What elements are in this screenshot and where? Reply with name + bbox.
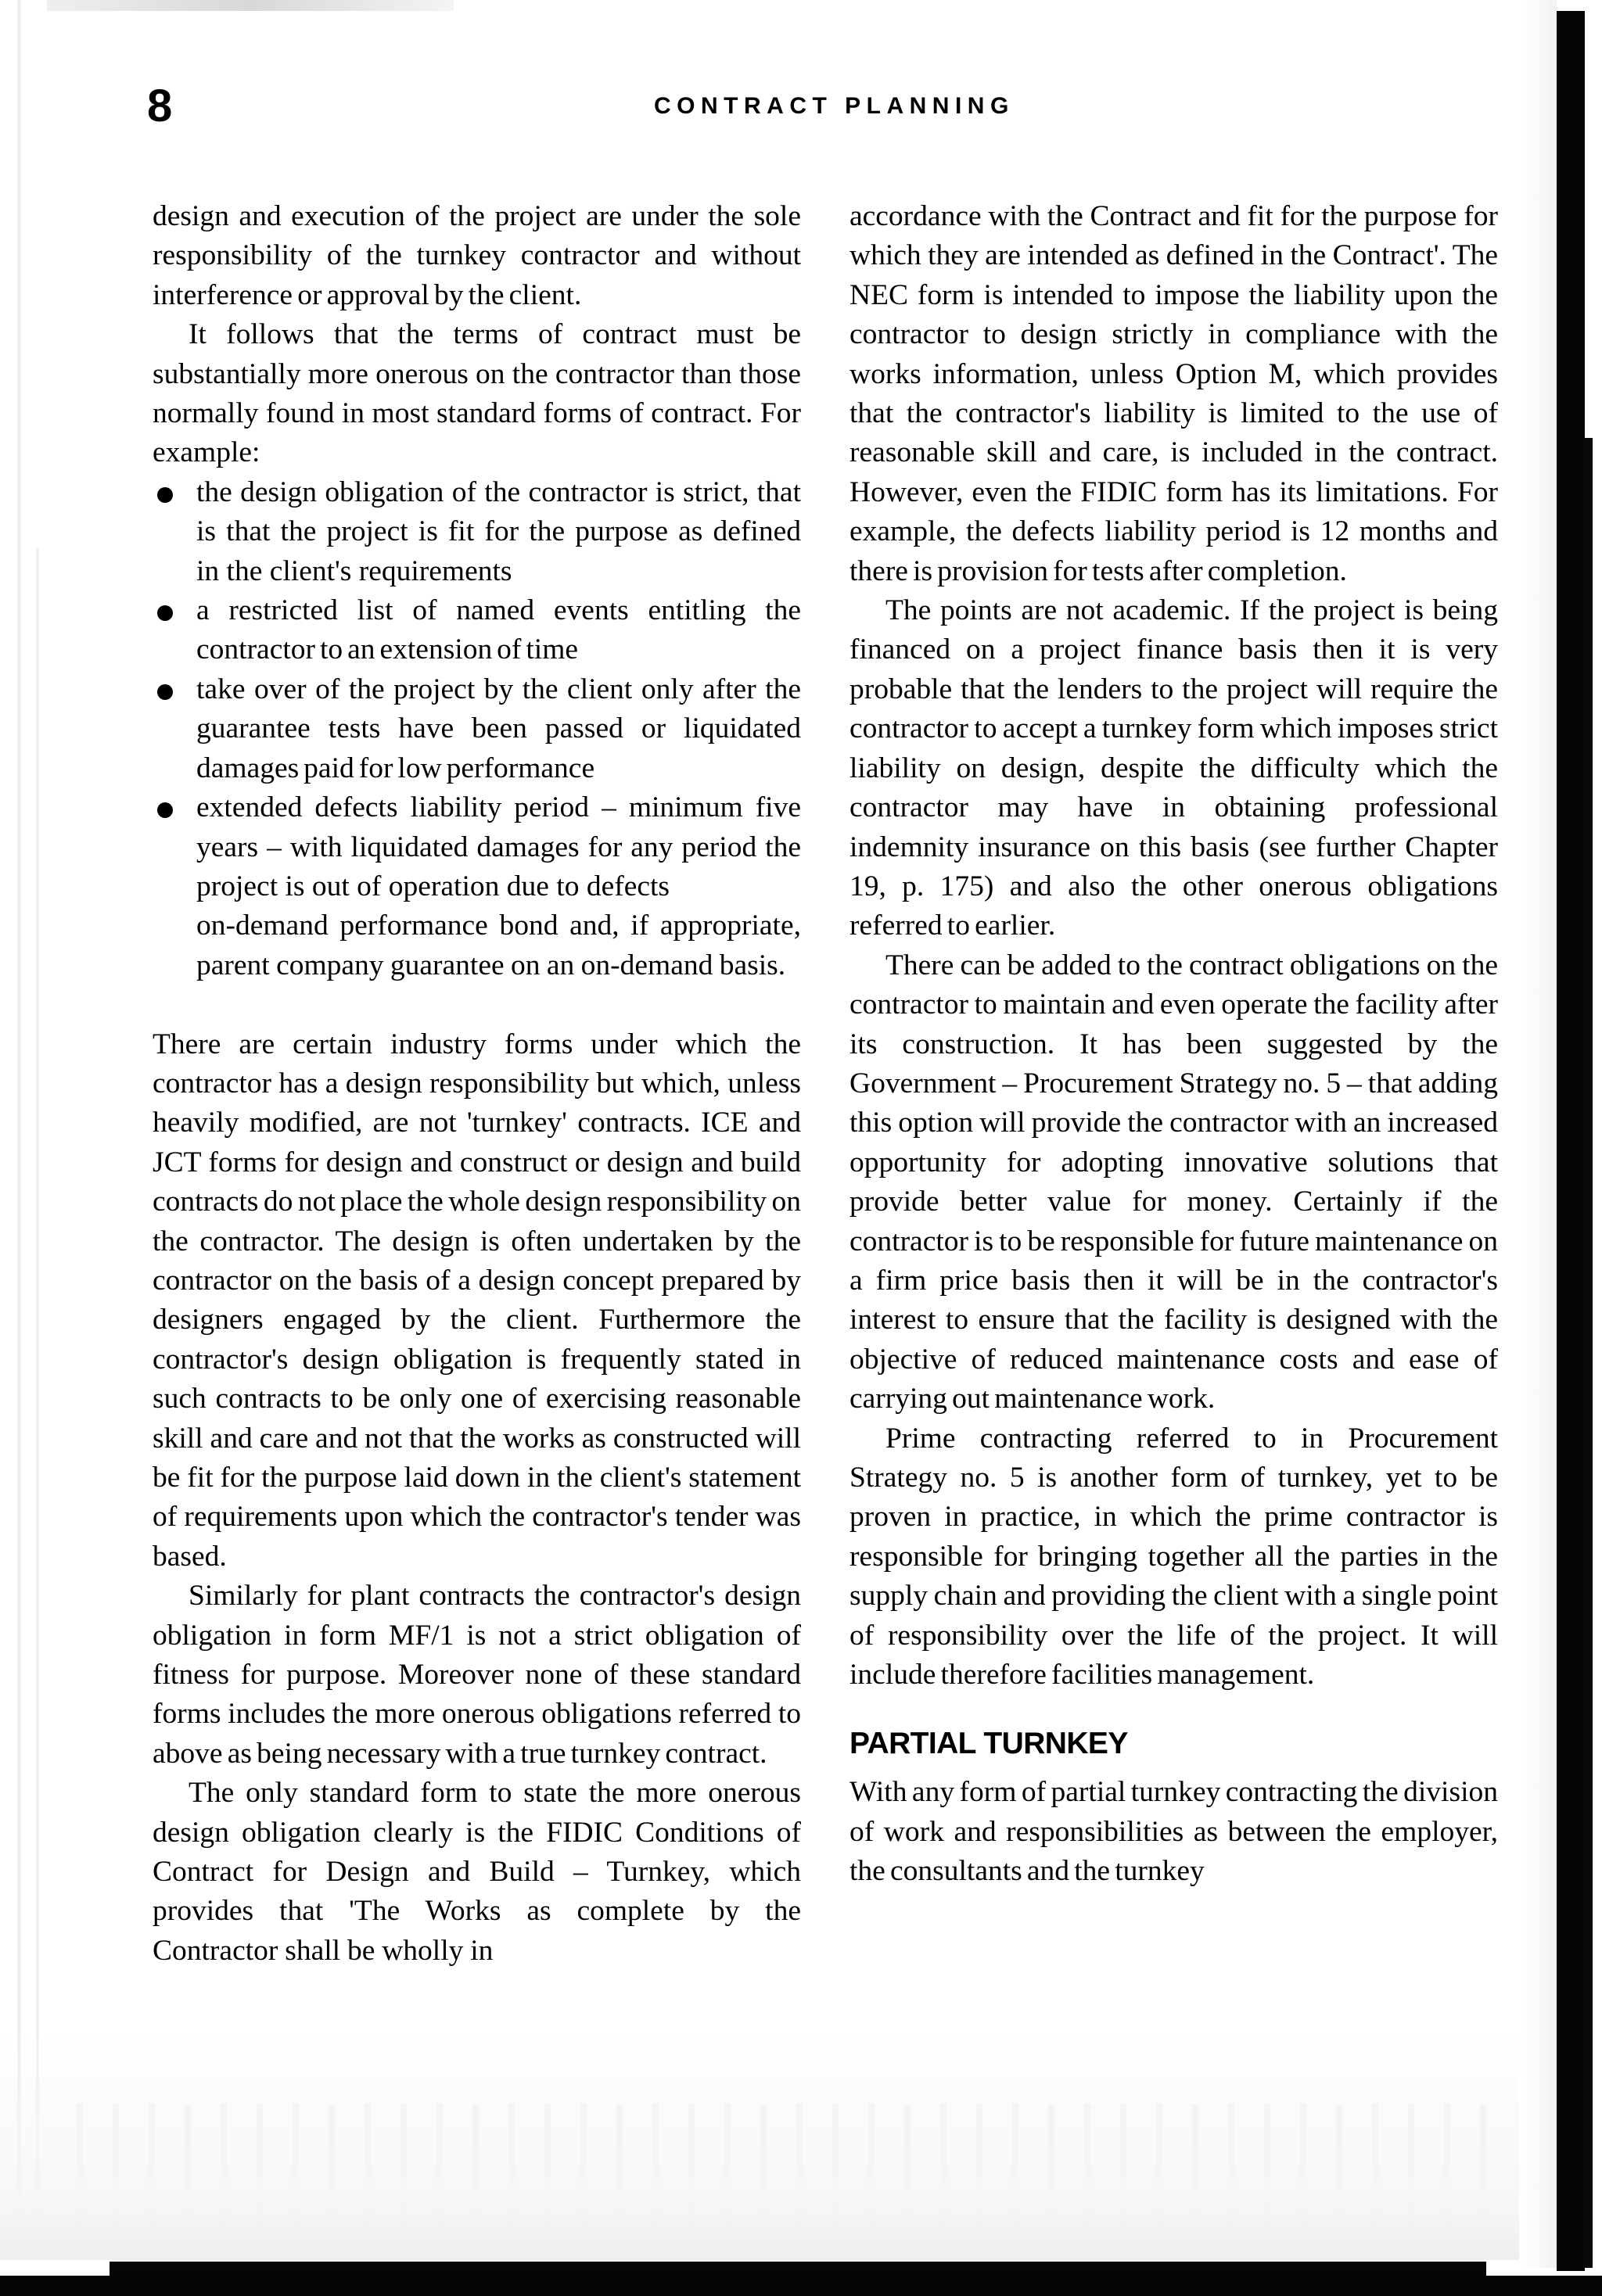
paragraph: Similarly for plant contracts the contractor's design obligation in form MF/1 is not a strict obligation of fitness for purpose. Moreover none of these standard forms includes the more onerous obligations referred to above as being necessary with a true turnkey contract. (153, 1580, 801, 1770)
paragraph: The points are not academic. If the project is being financed on a project finance basis then it is very probable that the lenders to the project will require the contractor to accept a turnkey form which imposes strict liability on design, despite the difficulty which the contractor may have in obtaining professional indemnity insurance on this basis (see further Chapter 19, p. 175) and also the other onerous obligations referred to earlier. (849, 594, 1498, 942)
list-item (153, 788, 801, 906)
scan-artifact-left-edge-secondary (36, 547, 39, 2252)
bullet-dot-icon (157, 802, 173, 818)
left-column (153, 197, 801, 1971)
paragraph-spacer (153, 985, 801, 1024)
scan-artifact-bottom-black-band (0, 2276, 1602, 2296)
scan-artifact-gutter-shadow (1519, 0, 1557, 2268)
list-item-text: a restricted list of named events entitling the contractor to an extension of time (196, 594, 801, 666)
bullet-dot-icon (157, 487, 173, 503)
two-column-body (153, 197, 1498, 1971)
scan-artifact-bottom-fade (0, 2025, 1564, 2260)
scan-artifact-gutter-black-band (1557, 11, 1585, 2271)
paragraph: There are certain industry forms under which the contractor has a design responsibility but which, unless heavily modified, are not 'turnkey' contracts. ICE and JCT forms for design and construct or design and build contracts do not place the whole design responsibility on the contractor. The design is often undertaken by the contractor on the basis of a design concept prepared by designers engaged by the client. Furthermore the contractor's design obligation is frequently stated in such contracts to be only one of exercising reasonable skill and care and not that the works as constructed will be fit for the purpose laid down in the client's statement of requirements upon which the contractor's tender was based. (153, 1028, 801, 1573)
paragraph: Prime contracting referred to in Procurement Strategy no. 5 is another form of turnkey, yet to be proven in practice, in which the prime contractor is responsible for bringing together all the parties in the supply chain and providing the client with a single point of responsibility over the life of the project. It will include therefore facilities management. (849, 1422, 1498, 1692)
bullet-dot-icon (157, 684, 173, 700)
right-column (849, 197, 1498, 1971)
list-item-text: extended defects liability period – minimum five years – with liquidated damages for any period the project is out of operation due to defects (196, 791, 801, 902)
paragraph: There can be added to the contract obligations on the contractor to maintain and even operate the facility after its construction. It has been suggested by the Government – Procurement Strategy no. 5 – that adding this option will provide the contractor with an increased opportunity for adopting innovative solutions that provide better value for money. Certainly if the contractor is to be responsible for future maintenance on a firm price basis then it will be in the contractor's interest to ensure that the facility is designed with the objective of reduced maintenance costs and ease of carrying out maintenance work. (849, 949, 1498, 1415)
scan-artifact-top-smudge (47, 0, 454, 11)
list-item-text: the design obligation of the contractor is strict, that is that the project is fit for the purpose as defined in the client's requirements (196, 475, 801, 587)
paragraph: It follows that the terms of contract must be substantially more onerous on the contractor than those normally found in most standard forms of contract. For example: (153, 318, 801, 469)
list-item (153, 591, 801, 670)
scan-artifact-left-edge (17, 0, 21, 2252)
page-number: 8 (147, 81, 172, 131)
paragraph: With any form of partial turnkey contracting the division of work and responsibilities as between the employer, the consultants and the turnkey (849, 1776, 1498, 1888)
list-item-continuation: on-demand performance bond and, if appropriate, parent company guarantee on an on-demand basis. (196, 909, 801, 981)
paragraph: accordance with the Contract and fit for the purpose for which they are intended as defined in the Contract'. The NEC form is intended to impose the liability upon the contractor to design strictly in compliance with the works information, unless Option M, which provides that the contractor's liability is limited to the use of reasonable skill and care, is included in the contract. However, even the FIDIC form has its limitations. For example, the defects liability period is 12 months and there is provision for tests after completion. (849, 200, 1498, 587)
paragraph: design and execution of the project are under the sole responsibility of the turnkey contractor and without interference or approval by the client. (153, 200, 801, 311)
section-heading: PARTIAL TURNKEY (849, 1727, 1128, 1761)
bullet-dot-icon (157, 605, 173, 621)
running-head-title: CONTRACT PLANNING (654, 93, 1015, 119)
list-item (153, 473, 801, 591)
scan-artifact-gutter-black-band-secondary (1583, 438, 1593, 2268)
list-item-text: take over of the project by the client only after the guarantee tests have been passed or liquidated damages paid for low performance (196, 673, 801, 784)
list-item (153, 670, 801, 788)
bullet-list (153, 473, 801, 906)
running-header (0, 81, 1602, 136)
paragraph: The only standard form to state the more onerous design obligation clearly is the FIDIC Conditions of Contract for Design and Build – Turnkey, which provides that 'The Works as complete by the Contractor shall be wholly in (153, 1777, 801, 1967)
